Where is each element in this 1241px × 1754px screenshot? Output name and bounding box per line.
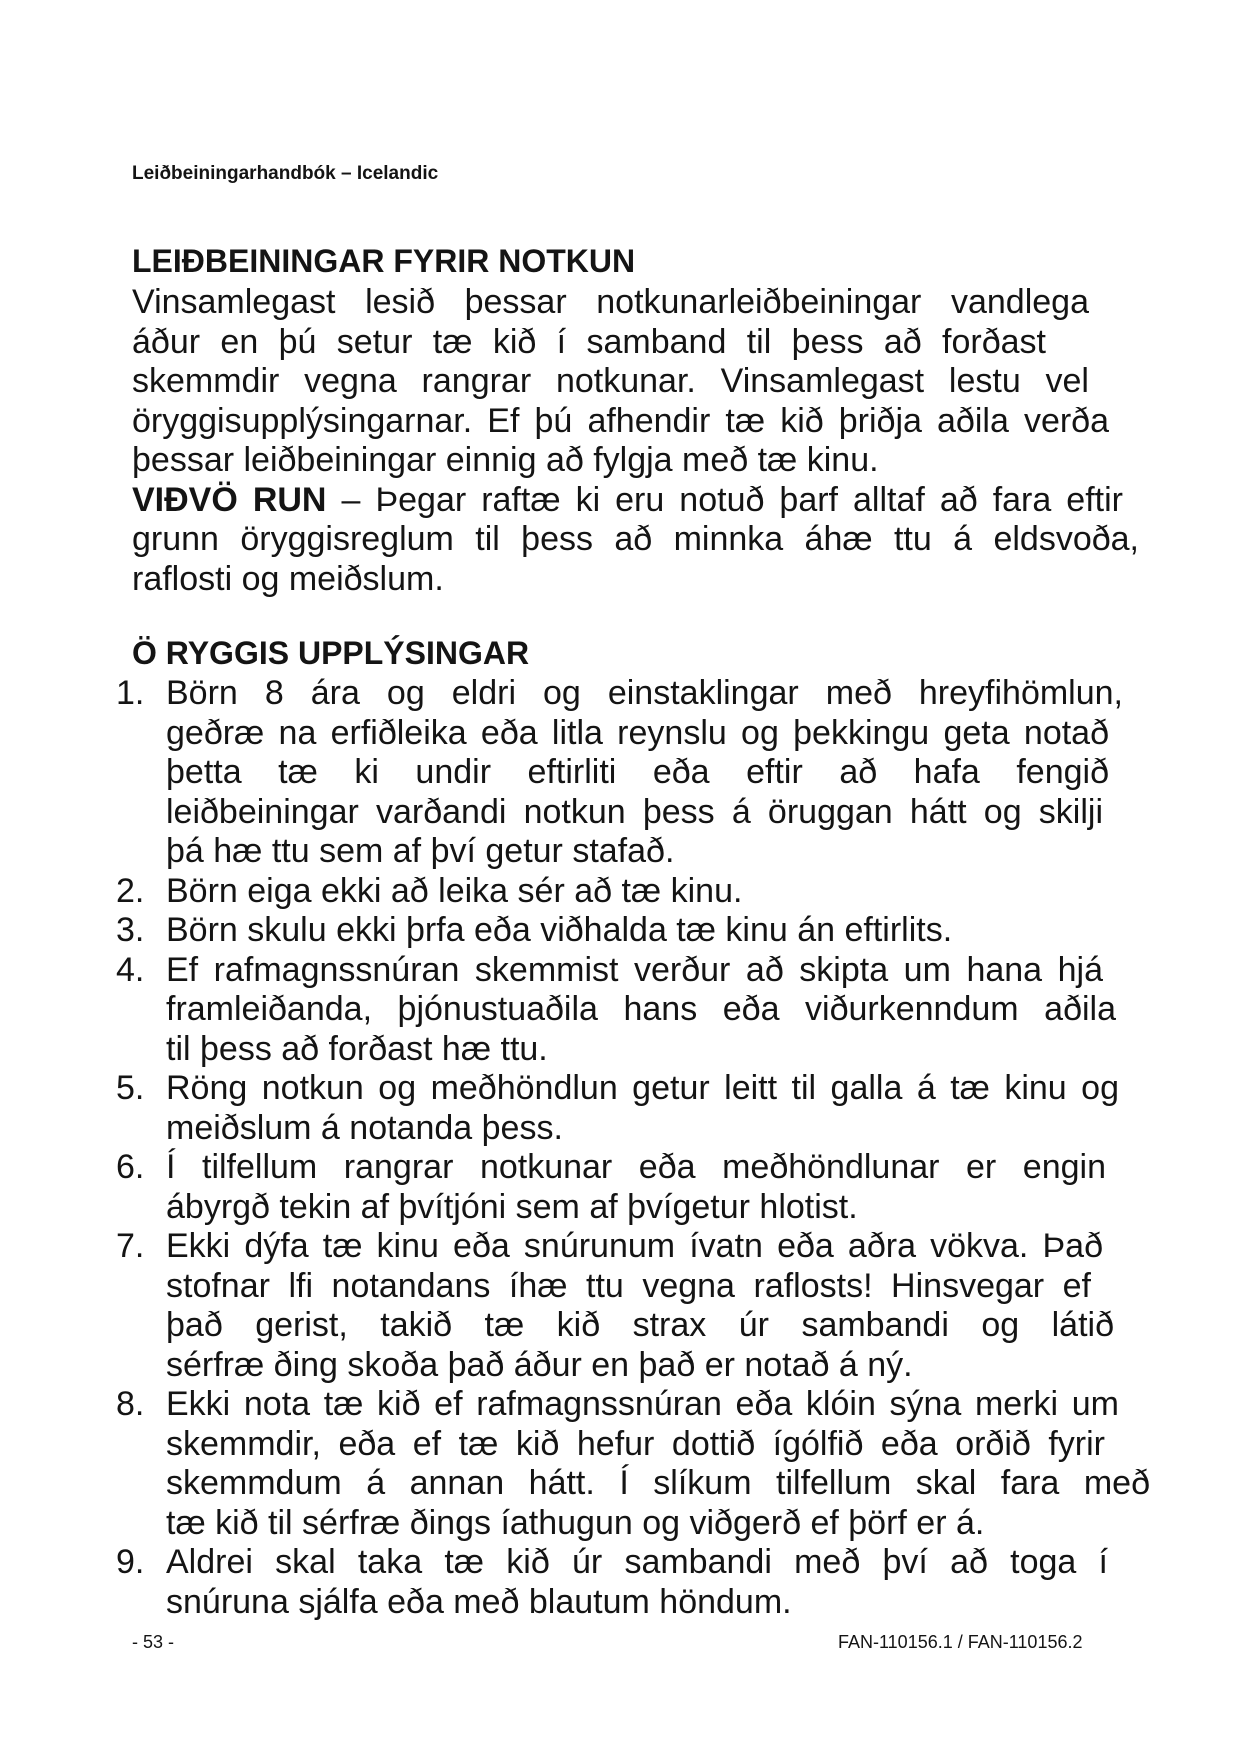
list-item-line: geðræ na erfiðleika eða litla reynslu og þekkingu geta notað [166,713,1109,752]
list-item-line: Aldrei skal taka tæ kið úr sambandi með því að toga í [166,1543,1108,1581]
list-item-line: skemmdum á annan hátt. Í slíkum tilfellum skal fara með [166,1464,1150,1502]
list-item-line: snúruna sjálfa eða með blautum höndum. [166,1582,792,1621]
intro-section [132,283,1139,599]
warning-text: – Þegar raftæ ki eru notuð þarf alltaf að fara eftir [341,480,1123,519]
list-item-line: Ef rafmagnssnúran skemmist verður að skipta um hana hjá [166,950,1103,989]
warning-line [132,481,1123,521]
list-item-line: Í tilfellum rangrar notkunar eða meðhöndlunar er engin [166,1148,1106,1186]
intro-line: öryggisupplýsingarnar. Ef þú afhendir tæ kið þriðja aðila verða [132,401,1109,440]
list-item-number: 9. [116,1543,145,1581]
list-item-line: tæ kið til sérfræ ðings íathugun og viðgerð ef þörf er á. [166,1503,985,1542]
list-item-line: framleiðanda, þjónustuaðila hans eða viðurkenndum aðila [166,990,1116,1028]
list-item [116,911,1150,951]
list-item-line: Börn 8 ára og eldri og einstaklingar með hreyfihömlun, [166,674,1123,712]
list-item-line: þetta tæ ki undir eftirliti eða eftir að hafa fengið [166,753,1109,791]
list-item-line: skemmdir, eða ef tæ kið hefur dottið ígólfið eða orðið fyrir [166,1424,1105,1463]
model-number: FAN-110156.1 / FAN-110156.2 [838,1632,1083,1652]
list-item [116,1543,1150,1622]
list-item-line: Ekki nota tæ kið ef rafmagnssnúran eða klóin sýna merki um [166,1385,1119,1423]
list-item [116,1385,1150,1543]
list-item-line: Ekki dýfa tæ kinu eða snúrunum ívatn eða aðra vökva. Það [166,1227,1103,1265]
list-item-line: það gerist, takið tæ kið strax úr sambandi og látið [166,1306,1114,1344]
list-item-line: þá hæ ttu sem af því getur stafað. [166,832,675,870]
list-item-line: leiðbeiningar varðandi notkun þess á öruggan hátt og skilji [166,792,1103,831]
list-item-line: til þess að forðast hæ ttu. [166,1029,548,1068]
intro-line: skemmdir vegna rangrar notkunar. Vinsamlegast lestu vel [132,362,1089,400]
list-item-number: 7. [116,1227,145,1265]
list-item [116,951,1150,1070]
list-item [116,1069,1150,1148]
intro-line: Vinsamlegast lesið þessar notkunarleiðbeiningar vandlega [132,283,1089,321]
list-item-number: 5. [116,1069,145,1107]
list-item-line: meiðslum á notanda þess. [166,1108,563,1147]
warning-line: grunn öryggisreglum til þess að minnka áhæ ttu á eldsvoða, [132,520,1139,558]
warning-label: VIÐVÖ RUN [132,480,327,519]
list-item-number: 1. [116,674,145,712]
page-number: - 53 - [132,1632,175,1652]
list-item-number: 8. [116,1385,145,1423]
list-item-number: 4. [116,950,145,989]
list-item-line: ábyrgð tekin af þvítjóni sem af þvígetur hlotist. [166,1187,858,1226]
intro-line: áður en þú setur tæ kið í samband til þess að forðast [132,322,1046,361]
document-title: LEIÐBEININGAR FYRIR NOTKUN [132,243,636,279]
list-item [116,872,1150,912]
warning-paragraph [132,481,1139,600]
list-item-line: Börn eiga ekki að leika sér að tæ kinu. [166,871,743,910]
list-item-number: 6. [116,1148,145,1186]
list-item [116,1148,1150,1227]
list-item-line: sérfræ ðing skoða það áður en það er notað á ný. [166,1345,913,1384]
intro-paragraph [132,283,1139,481]
safety-list [116,674,1150,1622]
section-title: Ö RYGGIS UPPLÝSINGAR [132,635,530,671]
list-item-number: 2. [116,871,145,910]
list-item-line: stofnar lfi notandans íhæ ttu vegna raflosts! Hinsvegar ef [166,1266,1091,1305]
warning-line: raflosti og meiðslum. [132,559,444,598]
intro-line: þessar leiðbeiningar einnig að fylgja með tæ kinu. [132,441,879,479]
list-item [116,1227,1150,1385]
list-item-line: Börn skulu ekki þrfa eða viðhalda tæ kinu án eftirlits. [166,911,953,949]
list-item [116,674,1150,872]
list-item-line: Röng notkun og meðhöndlun getur leitt til galla á tæ kinu og [166,1069,1119,1107]
page-header: Leiðbeiningarhandbók – Icelandic [132,163,439,184]
list-item-number: 3. [116,911,145,949]
